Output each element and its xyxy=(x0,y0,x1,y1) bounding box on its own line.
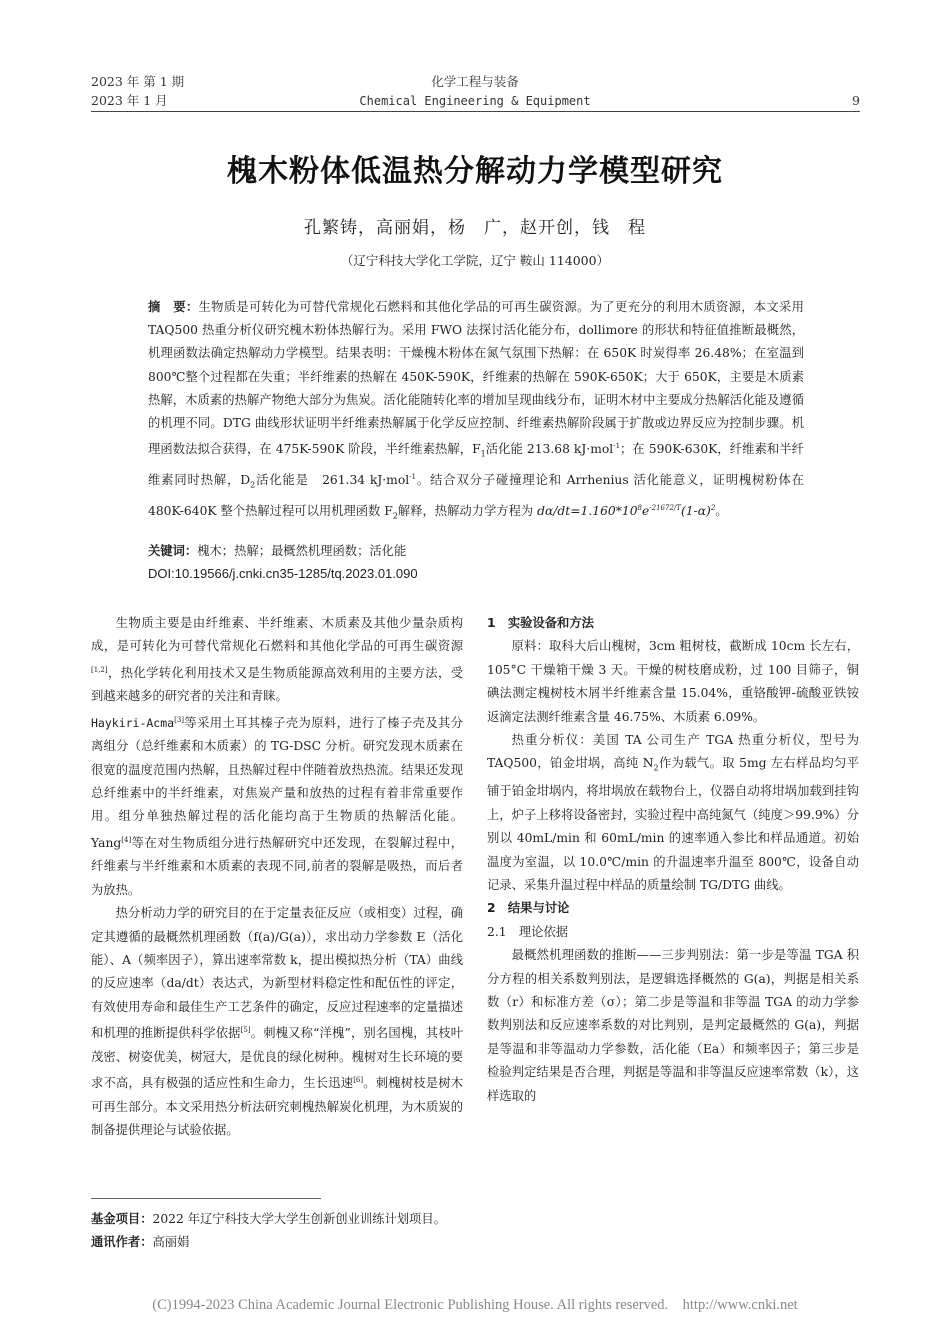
footnote-divider xyxy=(91,1198,321,1199)
instrument-paragraph: 热重分析仪：美国 TA 公司生产 TGA 热重分析仪，型号为 TAQ500，铂金坩埚，高纯 $N_2$作为载气。取 5mg 左右样品均匀平铺于铂金坩埚内，将坩埚放在载物台上，仪器自动将坩埚加载到挂钩上，炉子上移将设备密封，实验过程中高纯氮气（纯度＞99.9%）分别以 40mL/min 和 60mL/min 的速率通入参比和样品通道。初始温度为室温，以 10.0℃/min 的升温速率升温至 800℃，设备自动记录、采集升温过程中样品的质量绘制 TG/DTG 曲线。 xyxy=(487,733,859,892)
keywords-label: 关键词： xyxy=(148,544,198,558)
header-journal-cn: 化学工程与装备 xyxy=(431,74,519,89)
doi[interactable]: DOI:10.19566/j.cnki.cn35-1285/tq.2023.01.090 xyxy=(148,566,418,581)
section-heading-2: 2 结果与讨论 xyxy=(487,901,570,916)
header-divider xyxy=(91,111,860,112)
right-column xyxy=(487,612,859,1108)
citation-ref[interactable]: [1,2] xyxy=(91,665,108,674)
header-journal-en: Chemical Engineering & Equipment xyxy=(359,94,591,108)
theory-paragraph: 最概然机理函数的推断——三步判别法：第一步是等温 TGA 积分方程的相关系数判别法，是逻辑选择概然的 G(a)，判据是相关系数（r）和标准方差（σ）；第二步是等温和非等温 TGA 的动力学参数判别法和反应速率系数的对比判别，是判定最概然的 G(a)，判据是等温和非等温动力学参数，活化能（Ea）和频率因子；第三步是检验判定结果是否合理，判据是等温和非等温反应速率常数（k），这样选取的 xyxy=(487,948,859,1103)
keywords: 关键词：槐木；热解；最概然机理函数；活化能 xyxy=(148,544,407,558)
citation-ref[interactable]: [3] xyxy=(174,715,185,724)
paper-authors: 孔繁铸，高丽娟，杨 广，赵开创，钱 程 xyxy=(304,218,646,238)
abstract-label: 摘 要： xyxy=(148,300,199,314)
section-heading-1: 1 实验设备和方法 xyxy=(487,616,594,630)
copyright-line: (C)1994-2023 China Academic Journal Electronic Publishing House. All rights reserved. http://www.cnki.net xyxy=(152,1297,798,1313)
funding-note: 基金项目：2022 年辽宁科技大学大学生创新创业训练计划项目。 xyxy=(91,1212,446,1226)
left-column xyxy=(91,612,463,1142)
intro-paragraph-2: Haykiri-Acma[3]等采用土耳其榛子壳为原料，进行了榛子壳及其分离组分（总纤维素和木质素）的 TG-DSC 分析。研究发现木质素在很宽的温度范围内热解，且热解过程中伴随着放热热流。结果还发现总纤维素中的半纤维素，对焦炭产量和放热的过程有着非常重要作用。组分单独热解过程的活化能均高于生物质的热解活化能。Yang[4]等在对生物质组分进行热解研究中还发现，在裂解过程中，纤维素与半纤维素和木质素的表现不同,前者的裂解是吸热，而后者为放热。 xyxy=(91,715,463,897)
citation-ref[interactable]: [5] xyxy=(240,1026,251,1035)
subsection-heading-2-1: 2.1 理论依据 xyxy=(487,924,569,939)
footnote xyxy=(91,1208,446,1254)
citation-ref[interactable]: [4] xyxy=(121,835,132,844)
header-issue: 2023 年 第 1 期 xyxy=(91,74,185,89)
intro-paragraph-3: 热分析动力学的研究目的在于定量表征反应（或相变）过程，确定其遵循的最概然机理函数（f(a)/G(a)），求出动力学参数 E（活化能）、A（频率因子），算出速率常数 k，提出模拟热分析（TA）曲线的反应速率（da/dt）表达式，为新型材料稳定性和配伍性的评定，有效使用寿命和最佳生产工艺条件的确定，反应过程速率的定量描述和机理的推断提供科学依据[5]。刺槐又称“洋槐”，别名国槐，其枝叶茂密、树姿优美，树冠大，是优良的绿化树种。槐树对生长环境的要求不高，具有极强的适应性和生命力，生长迅速[6]。刺槐树枝是树木可再生部分。本文采用热分析法研究刺槐热解炭化机理，为木质炭的制备提供理论与试验依据。 xyxy=(91,906,463,1137)
citation-ref[interactable]: [6] xyxy=(353,1076,364,1085)
intro-paragraph-1: 生物质主要是由纤维素、半纤维素、木质素及其他少量杂质构成，是可转化为可替代常规化石燃料和其他化学品的可再生碳资源[1,2]，热化学转化利用技术又是生物质能源高效利用的主要方法，受到越来越多的研究者的关注和青睐。 xyxy=(91,616,463,704)
header-date: 2023 年 1 月 xyxy=(91,93,168,108)
abstract: 摘 要：生物质是可转化为可替代常规化石燃料和其他化学品的可再生碳资源。为了更充分的利用木质资源，本文采用 TAQ500 热重分析仪研究槐木粉体热解行为。采用 FWO 法探讨活化能分布，dollimore 的形状和特征值推断最概然，机理函数法确定热解动力学模型。结果表明：干燥槐木粉体在氮气氛围下热解：在 650K 时炭得率 26.48%；在室温到 800℃整个过程都在失重；半纤维素的热解在 450K-590K，纤维素的热解在 590K-650K；大于 650K，主要是木质素热解，木质素的热解产物绝大部分为焦炭。活化能随转化率的增加呈现曲线分布，证明木材中主要成分热解活化能及遵循的机理不同。DTG 曲线形状证明半纤维素热解属于化学反应控制、纤维素热解阶段属于扩散或边界反应为控制步骤。机理函数法拟合获得，在 475K-590K 阶段，半纤维素热解，$F_1$活化能 213.68 kJ·mol$^{-1}$；在 590K-630K，纤维素和半纤维素同时热解，$D_2$活化能是 261.34 kJ·mol$^{-1}$。结合双分子碰撞理论和 Arrhenius 活化能意义，证明槐树粉体在 480K-640K 整个热解过程可以用机理函数 $F_2$解释，热解动力学方程为 $d\alpha/dt=1.160*10^8e^{-21672/T}(1-\alpha)^2$。 xyxy=(148,300,804,521)
kinetic-equation: $d\alpha/dt=1.160*10^8e^{-21672/T}(1-\alpha)^2$ xyxy=(537,503,716,518)
paper-affiliation: （辽宁科技大学化工学院，辽宁 鞍山 114000） xyxy=(340,253,610,268)
corresponding-author: 通讯作者：高丽娟 xyxy=(91,1235,190,1249)
paper-title: 槐木粉体低温热分解动力学模型研究 xyxy=(227,154,723,189)
header-page-number: 9 xyxy=(852,93,860,108)
materials-paragraph: 原料：取科大后山槐树，3cm 粗树枝，截断成 10cm 长左右，105°C 干燥箱干燥 3 天。干燥的树枝磨成粉，过 100 目筛子，铜碘法测定槐树枝木屑半纤维素含量 15.04%，重铬酸钾-硫酸亚铁铵返滴定法测纤维素含量 46.75%、木质素 6.09%。 xyxy=(487,639,859,724)
